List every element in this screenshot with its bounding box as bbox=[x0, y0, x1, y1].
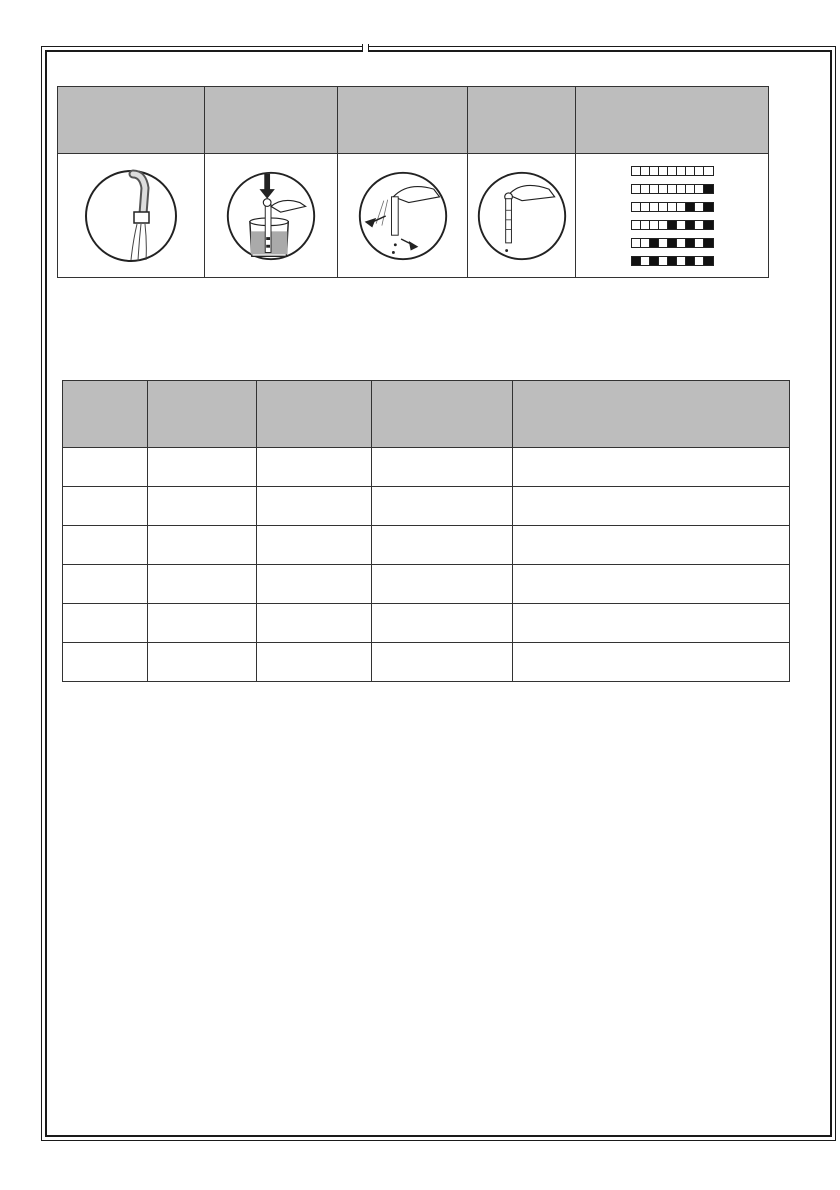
scale-cell bbox=[677, 257, 686, 265]
table-cell bbox=[148, 565, 257, 604]
table-cell bbox=[372, 448, 513, 487]
table-cell bbox=[372, 487, 513, 526]
steps-illustration-row bbox=[58, 154, 769, 278]
table-cell bbox=[513, 565, 790, 604]
table-row bbox=[63, 487, 790, 526]
scale-cell bbox=[695, 185, 704, 193]
scale-cell bbox=[686, 221, 695, 229]
scale-cell bbox=[704, 221, 713, 229]
table-cell bbox=[148, 604, 257, 643]
scale-cell bbox=[632, 167, 641, 175]
read-strip-icon bbox=[474, 168, 570, 264]
scale-cell bbox=[695, 239, 704, 247]
scale-cell bbox=[650, 221, 659, 229]
scale-cell bbox=[695, 167, 704, 175]
scale-cell bbox=[641, 185, 650, 193]
step-header bbox=[338, 87, 468, 154]
table-cell bbox=[257, 565, 372, 604]
table-cell bbox=[372, 565, 513, 604]
scale-cell bbox=[650, 239, 659, 247]
table-cell bbox=[513, 448, 790, 487]
scale-cell bbox=[695, 221, 704, 229]
scale-cell bbox=[686, 257, 695, 265]
scale-cell bbox=[668, 167, 677, 175]
table-cell bbox=[257, 487, 372, 526]
table-cell bbox=[148, 487, 257, 526]
scale-cell bbox=[659, 221, 668, 229]
table-cell bbox=[63, 487, 148, 526]
steps-header-row bbox=[58, 87, 769, 154]
table-cell bbox=[63, 448, 148, 487]
table-cell bbox=[63, 526, 148, 565]
table-cell bbox=[513, 487, 790, 526]
table-cell bbox=[63, 604, 148, 643]
table-cell bbox=[372, 526, 513, 565]
scale-cell bbox=[668, 185, 677, 193]
scale-cell bbox=[650, 167, 659, 175]
scale-cell bbox=[695, 257, 704, 265]
table-cell bbox=[63, 643, 148, 682]
scale-cell bbox=[686, 185, 695, 193]
hardness-scale-strip bbox=[631, 166, 714, 176]
scale-cell bbox=[641, 239, 650, 247]
hardness-results-table bbox=[62, 380, 790, 682]
hardness-scale-icon bbox=[576, 166, 768, 266]
step-header bbox=[576, 87, 769, 154]
table-cell bbox=[372, 604, 513, 643]
hardness-scale-strip bbox=[631, 220, 714, 230]
table-row bbox=[63, 565, 790, 604]
step-header bbox=[58, 87, 205, 154]
table-cell bbox=[257, 643, 372, 682]
results-header bbox=[63, 381, 148, 448]
scale-cell bbox=[704, 257, 713, 265]
scale-cell bbox=[632, 203, 641, 211]
hardness-scale-strip bbox=[631, 184, 714, 194]
scale-cell bbox=[677, 185, 686, 193]
table-cell bbox=[148, 448, 257, 487]
dip-strip-icon bbox=[223, 168, 319, 264]
scale-cell bbox=[677, 221, 686, 229]
scale-cell bbox=[704, 185, 713, 193]
scale-cell bbox=[695, 203, 704, 211]
scale-cell bbox=[632, 239, 641, 247]
scale-cell bbox=[632, 257, 641, 265]
scale-cell bbox=[677, 167, 686, 175]
scale-cell bbox=[704, 203, 713, 211]
scale-cell bbox=[668, 257, 677, 265]
scale-cell bbox=[659, 257, 668, 265]
scale-cell bbox=[641, 221, 650, 229]
table-cell bbox=[513, 526, 790, 565]
step-cell bbox=[468, 154, 576, 278]
step-header bbox=[468, 87, 576, 154]
scale-cell bbox=[668, 239, 677, 247]
results-header-row bbox=[63, 381, 790, 448]
scale-cell bbox=[641, 257, 650, 265]
table-cell bbox=[257, 448, 372, 487]
table-cell bbox=[63, 565, 148, 604]
table-cell bbox=[257, 604, 372, 643]
scale-cell bbox=[659, 203, 668, 211]
scale-cell bbox=[704, 239, 713, 247]
scale-cell bbox=[659, 239, 668, 247]
results-header bbox=[513, 381, 790, 448]
step-cell bbox=[205, 154, 338, 278]
table-cell bbox=[513, 643, 790, 682]
faucet-icon bbox=[81, 166, 181, 266]
water-hardness-steps-table bbox=[57, 86, 769, 278]
table-cell bbox=[148, 526, 257, 565]
scale-cell bbox=[659, 167, 668, 175]
scale-cell bbox=[650, 185, 659, 193]
scale-cell bbox=[677, 203, 686, 211]
scale-cell bbox=[686, 203, 695, 211]
step-header bbox=[205, 87, 338, 154]
scale-cell bbox=[632, 185, 641, 193]
step-cell bbox=[576, 154, 769, 278]
scale-cell bbox=[650, 257, 659, 265]
table-cell bbox=[372, 643, 513, 682]
scale-cell bbox=[704, 167, 713, 175]
step-cell bbox=[338, 154, 468, 278]
scale-cell bbox=[650, 203, 659, 211]
table-row bbox=[63, 526, 790, 565]
hardness-scale-strip bbox=[631, 256, 714, 266]
frame-notch bbox=[362, 44, 369, 52]
table-cell bbox=[148, 643, 257, 682]
results-header bbox=[372, 381, 513, 448]
table-row bbox=[63, 448, 790, 487]
table-cell bbox=[513, 604, 790, 643]
table-cell bbox=[257, 526, 372, 565]
step-cell bbox=[58, 154, 205, 278]
hardness-scale-strip bbox=[631, 238, 714, 248]
scale-cell bbox=[632, 221, 641, 229]
scale-cell bbox=[659, 185, 668, 193]
scale-cell bbox=[668, 203, 677, 211]
shake-strip-icon bbox=[355, 168, 451, 264]
scale-cell bbox=[668, 221, 677, 229]
results-header bbox=[257, 381, 372, 448]
scale-cell bbox=[641, 167, 650, 175]
results-header bbox=[148, 381, 257, 448]
scale-cell bbox=[686, 239, 695, 247]
scale-cell bbox=[686, 167, 695, 175]
table-row bbox=[63, 604, 790, 643]
table-row bbox=[63, 643, 790, 682]
scale-cell bbox=[641, 203, 650, 211]
scale-cell bbox=[677, 239, 686, 247]
hardness-scale-strip bbox=[631, 202, 714, 212]
